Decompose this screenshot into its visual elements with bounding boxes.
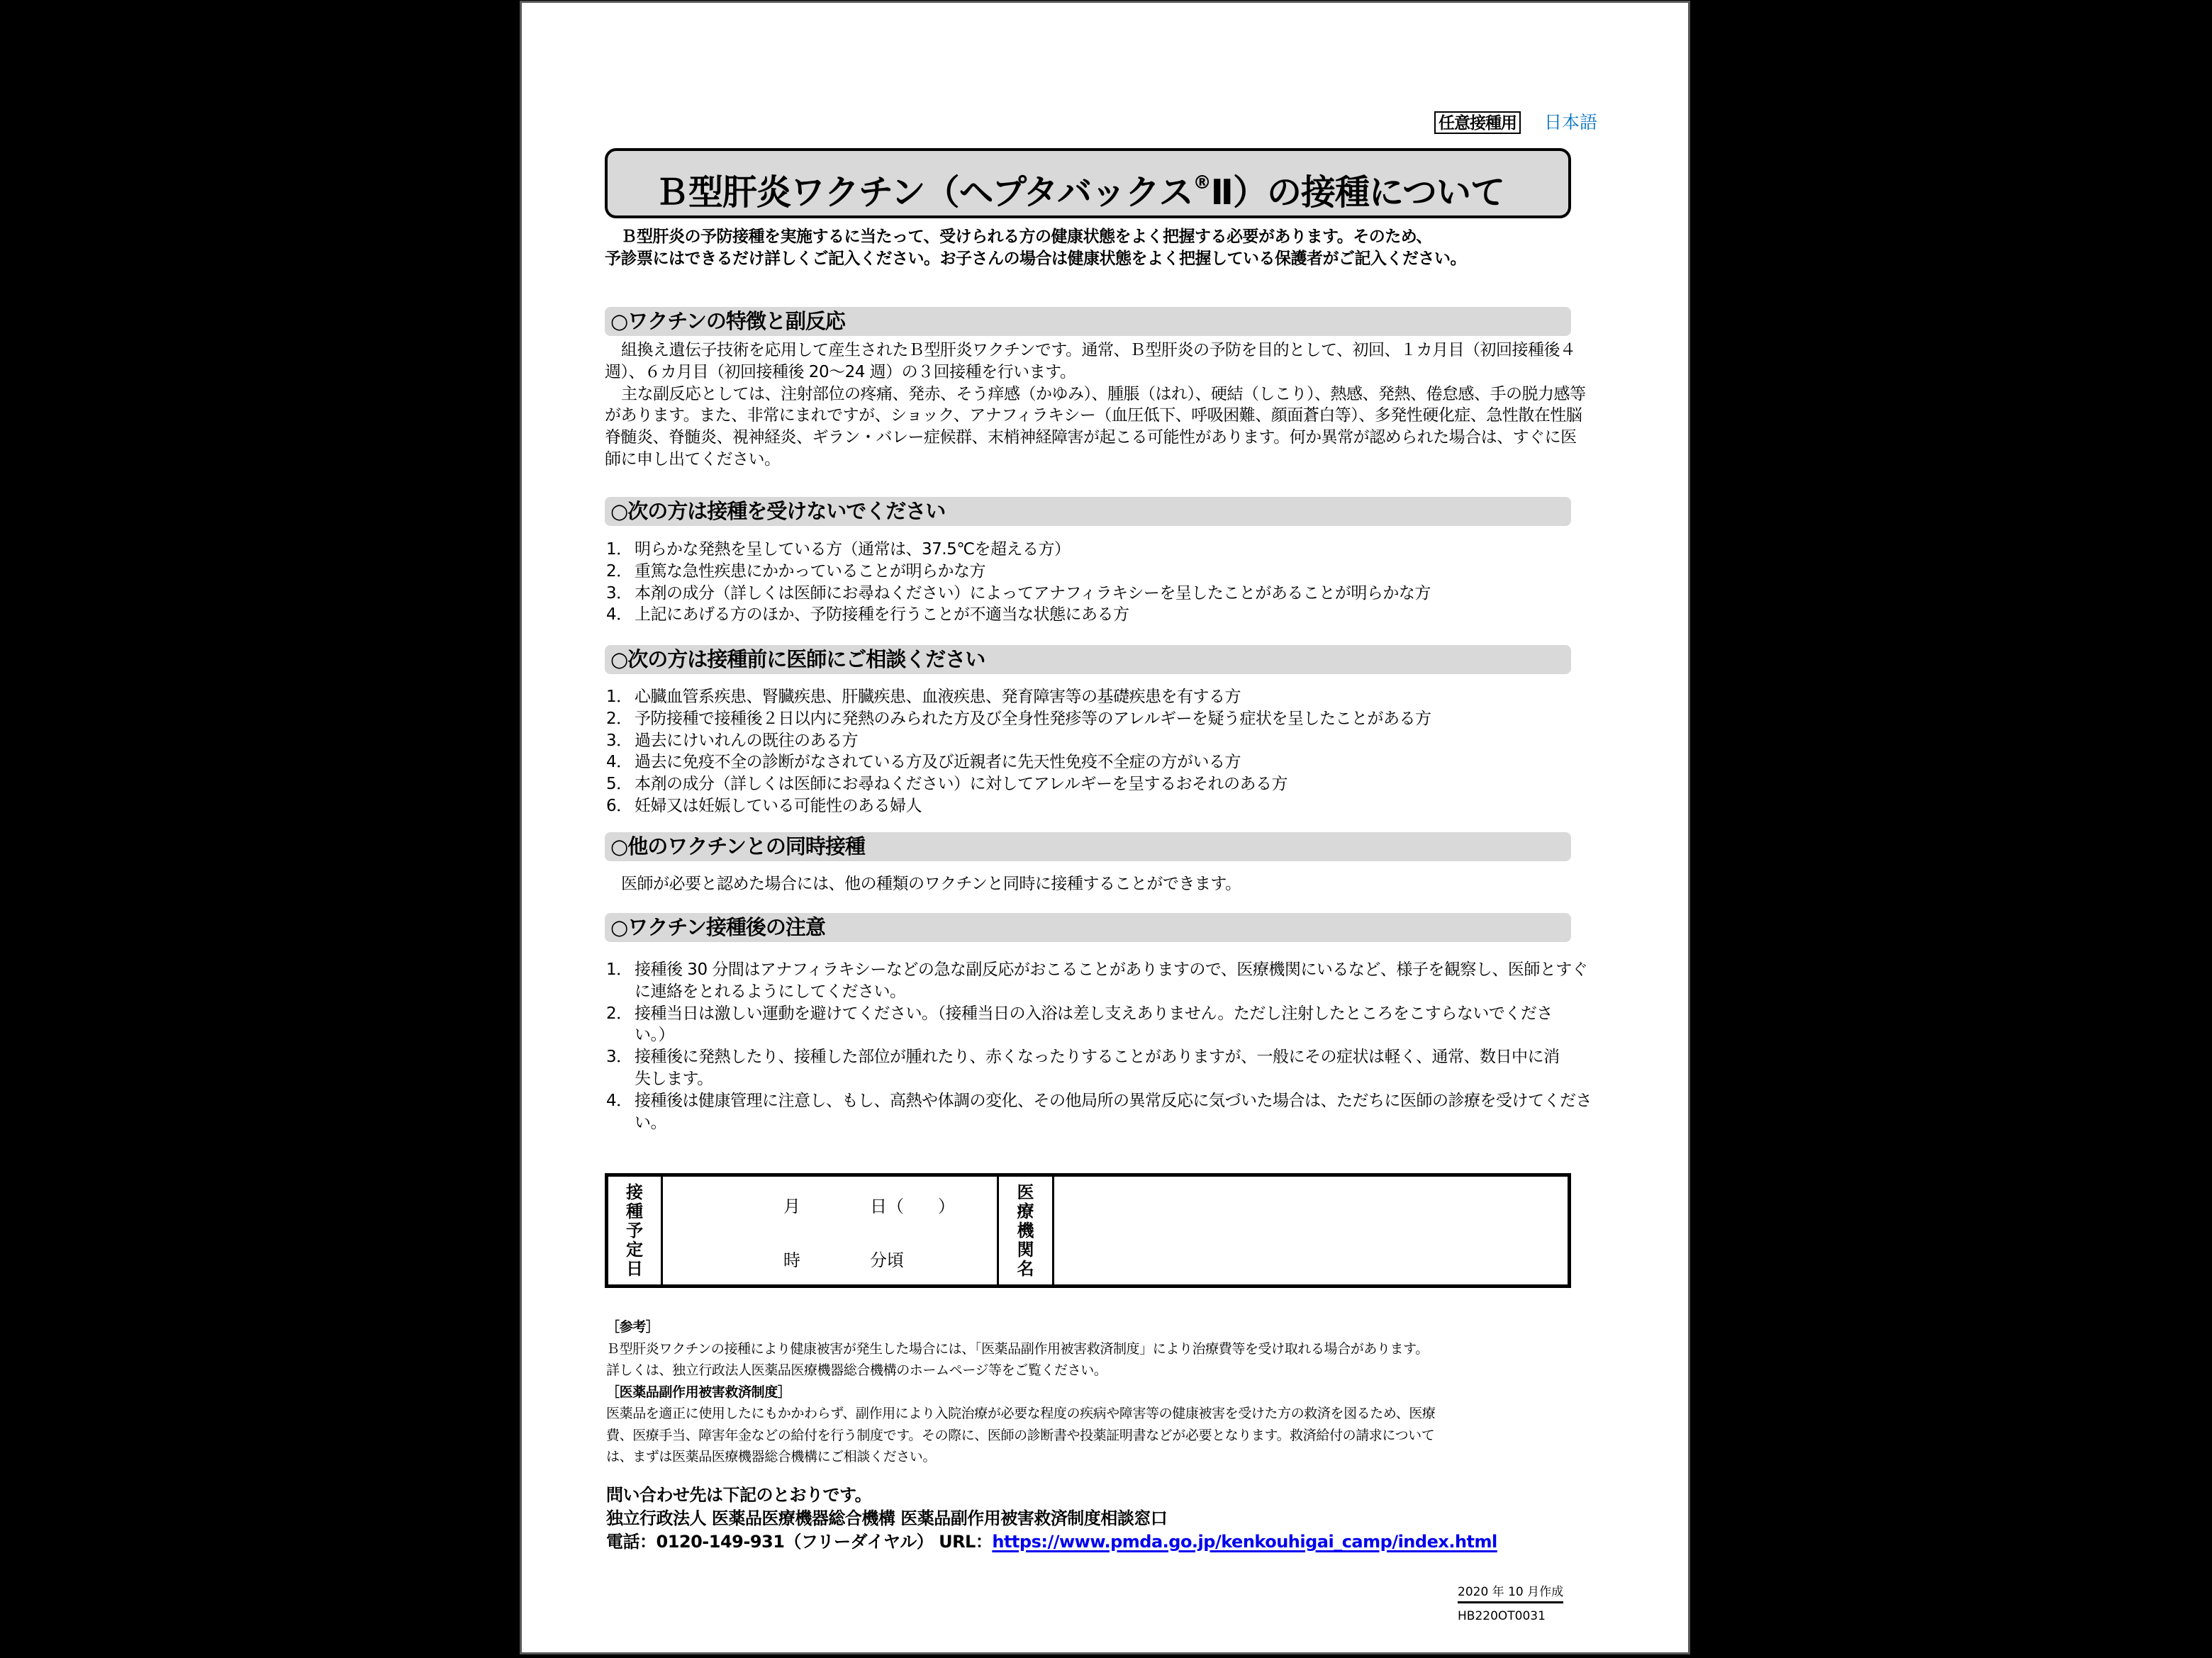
- paragraph: 医師が必要と認めた場合には、他の種類のワクチンと同時に接種することができます。: [621, 875, 1241, 893]
- minute-label: 分頃: [870, 1250, 904, 1270]
- language-label[interactable]: 日本語: [1544, 112, 1598, 133]
- intro-line: Ｂ型肝炎の予防接種を実施するに当たって、受けられる方の健康状態をよく把握する必要があります。そのため、: [605, 228, 1432, 246]
- paragraph: 主な副反応としては、注射部位の疼痛、発赤、そう痒感（かゆみ）、腫脹（はれ）、硬結（しこり）、熱感、発熱、倦怠感、手の脱力感等があります。また、非常にまれですが、ショック、アナフィラキシー（血圧低下、呼吸困難、顔面蒼白等）、多発性硬化症、急性散在性脳脊髄炎、脊髄炎、視神経炎、ギラン・バレー症候群、末梢神経障害が起こる可能性があります。何か異常が認められた場合は、すぐに医師に申し出てください。: [605, 384, 1586, 469]
- reference-line: 詳しくは、独立行政法人医薬品医療機器総合機構のホームページ等をご覧ください。: [606, 1362, 1107, 1378]
- vaccination-schedule-table: [605, 1173, 1571, 1288]
- after-care-list: [606, 959, 1599, 1133]
- section-simultaneous-body: [605, 873, 1597, 895]
- scheduled-date-field[interactable]: [662, 1175, 998, 1287]
- paragraph: 組換え遺伝子技術を応用して産生されたＢ型肝炎ワクチンです。通常、Ｂ型肝炎の予防を目的として、初回、１カ月目（初回接種後４週）、６カ月目（初回接種後 20～24 週）の３回接種を行います。: [605, 341, 1576, 381]
- hour-label: 時: [783, 1250, 800, 1270]
- created-date: 2020 年 10 月作成: [1458, 1584, 1563, 1603]
- contact-phone-url: [606, 1530, 1599, 1554]
- section-heading-consult-doctor: ○次の方は接種前に医師にご相談ください: [605, 645, 1571, 674]
- list-item: 1． 心臓血管系疾患、腎臓疾患、肝臓疾患、血液疾患、発育障害等の基礎疾患を有する方: [606, 688, 1241, 706]
- scheduled-date-label: 接 種 予 定 日: [607, 1175, 662, 1287]
- list-item: 3． 接種後に発熱したり、接種した部位が腫れたり、赤くなったりすることがありますが、一般にその症状は軽く、通常、数日中に消失します。: [606, 1048, 1560, 1088]
- section-heading-simultaneous: ○他のワクチンとの同時接種: [605, 832, 1571, 861]
- title-main: Ｂ型肝炎ワクチン（ヘプタバックス: [654, 172, 1193, 213]
- registered-mark: ®: [1192, 172, 1211, 194]
- list-item: 6． 妊婦又は妊娠している可能性のある婦人: [606, 796, 922, 815]
- intro-line: 予診票にはできるだけ詳しくご記入ください。お子さんの場合は健康状態をよく把握している保護者がご記入ください。: [605, 250, 1466, 268]
- reference-notes: [606, 1316, 1599, 1468]
- relief-system-heading: ［医薬品副作用被害救済制度］: [606, 1384, 791, 1400]
- section-features-body: [605, 340, 1590, 471]
- title-suffix: Ⅱ）の接種について: [1210, 172, 1504, 213]
- document-page: [520, 1, 1690, 1654]
- institution-name-field[interactable]: [1054, 1175, 1570, 1287]
- list-item: 2． 接種当日は激しい運動を避けてください。（接種当日の入浴は差し支えありません。ただし注射したところをこすらないでください。）: [606, 1004, 1553, 1045]
- list-item: 2． 予防接種で接種後２日以内に発熱のみられた方及び全身性発疹等のアレルギーを疑う症状を呈したことがある方: [606, 709, 1431, 728]
- contact-organization: 独立行政法人 医薬品医療機器総合機構 医薬品副作用被害救済制度相談窓口: [606, 1508, 1168, 1528]
- reference-line: Ｂ型肝炎ワクチンの接種により健康被害が発生した場合には、「医薬品副作用被害救済制度」により治療費等を受け取れる場合があります。: [606, 1340, 1429, 1357]
- phone-number: 電話：0120-149-931（フリーダイヤル） URL：: [606, 1532, 993, 1552]
- relief-system-line: は、まずは医薬品医療機器総合機構にご相談ください。: [606, 1449, 937, 1464]
- list-item: 3． 過去にけいれんの既往のある方: [606, 731, 858, 750]
- list-item: 1． 明らかな発熱を呈している方（通常は、37.5℃を超える方）: [606, 540, 1071, 559]
- list-item: 2． 重篤な急性疾患にかかっていることが明らかな方: [606, 561, 985, 581]
- list-item: 1． 接種後 30 分間はアナフィラキシーなどの急な副反応がおこることがありますので、医療機関にいるなど、様子を観察し、医師とすぐに連絡をとれるようにしてください。: [606, 960, 1588, 1001]
- month-label: 月: [783, 1197, 800, 1216]
- document-code: HB220OT0031: [1458, 1609, 1546, 1623]
- list-item: 3． 本剤の成分（詳しくは医師にお尋ねください）によってアナフィラキシーを呈したことがあることが明らかな方: [606, 583, 1431, 603]
- relief-system-line: 医薬品を適正に使用したにもかかわらず、副作用により入院治療が必要な程度の疾病や障害等の健康被害を受けた方の救済を図るため、医療: [606, 1406, 1436, 1421]
- contraindications-list: [606, 539, 1599, 626]
- page-title: [605, 148, 1571, 218]
- contact-intro: 問い合わせ先は下記のとおりです。: [606, 1485, 872, 1505]
- day-label: 日（ ）: [870, 1197, 955, 1216]
- relief-system-line: 費、医療手当、障害年金などの給付を行う制度です。その際に、医師の診断書や投薬証明書などが必要となります。救済給付の請求について: [606, 1427, 1435, 1443]
- section-heading-after-care: ○ワクチン接種後の注意: [605, 913, 1571, 942]
- contact-info: [606, 1484, 1599, 1554]
- section-heading-contraindications: ○次の方は接種を受けないでください: [605, 497, 1571, 526]
- section-heading-features: ○ワクチンの特徴と副反応: [605, 307, 1571, 336]
- reference-heading: ［参考］: [606, 1319, 659, 1335]
- list-item: 4． 上記にあげる方のほか、予防接種を行うことが不適当な状態にある方: [606, 605, 1129, 624]
- intro-text: [605, 226, 1576, 270]
- pmda-url-link[interactable]: https://www.pmda.go.jp/kenkouhigai_camp/index.html: [992, 1532, 1497, 1552]
- list-item: 4． 接種後は健康管理に注意し、もし、高熱や体調の変化、その他局所の異常反応に気づいた場合は、ただちに医師の診療を受けてください。: [606, 1091, 1592, 1132]
- voluntary-vaccination-tag: 任意接種用: [1434, 111, 1521, 134]
- consult-doctor-list: [606, 686, 1599, 817]
- list-item: 4． 過去に免疫不全の診断がなされている方及び近親者に先天性免疫不全症の方がいる方: [606, 753, 1241, 772]
- institution-name-label: 医 療 機 関 名: [998, 1175, 1054, 1287]
- list-item: 5． 本剤の成分（詳しくは医師にお尋ねください）に対してアレルギーを呈するおそれのある方: [606, 775, 1288, 794]
